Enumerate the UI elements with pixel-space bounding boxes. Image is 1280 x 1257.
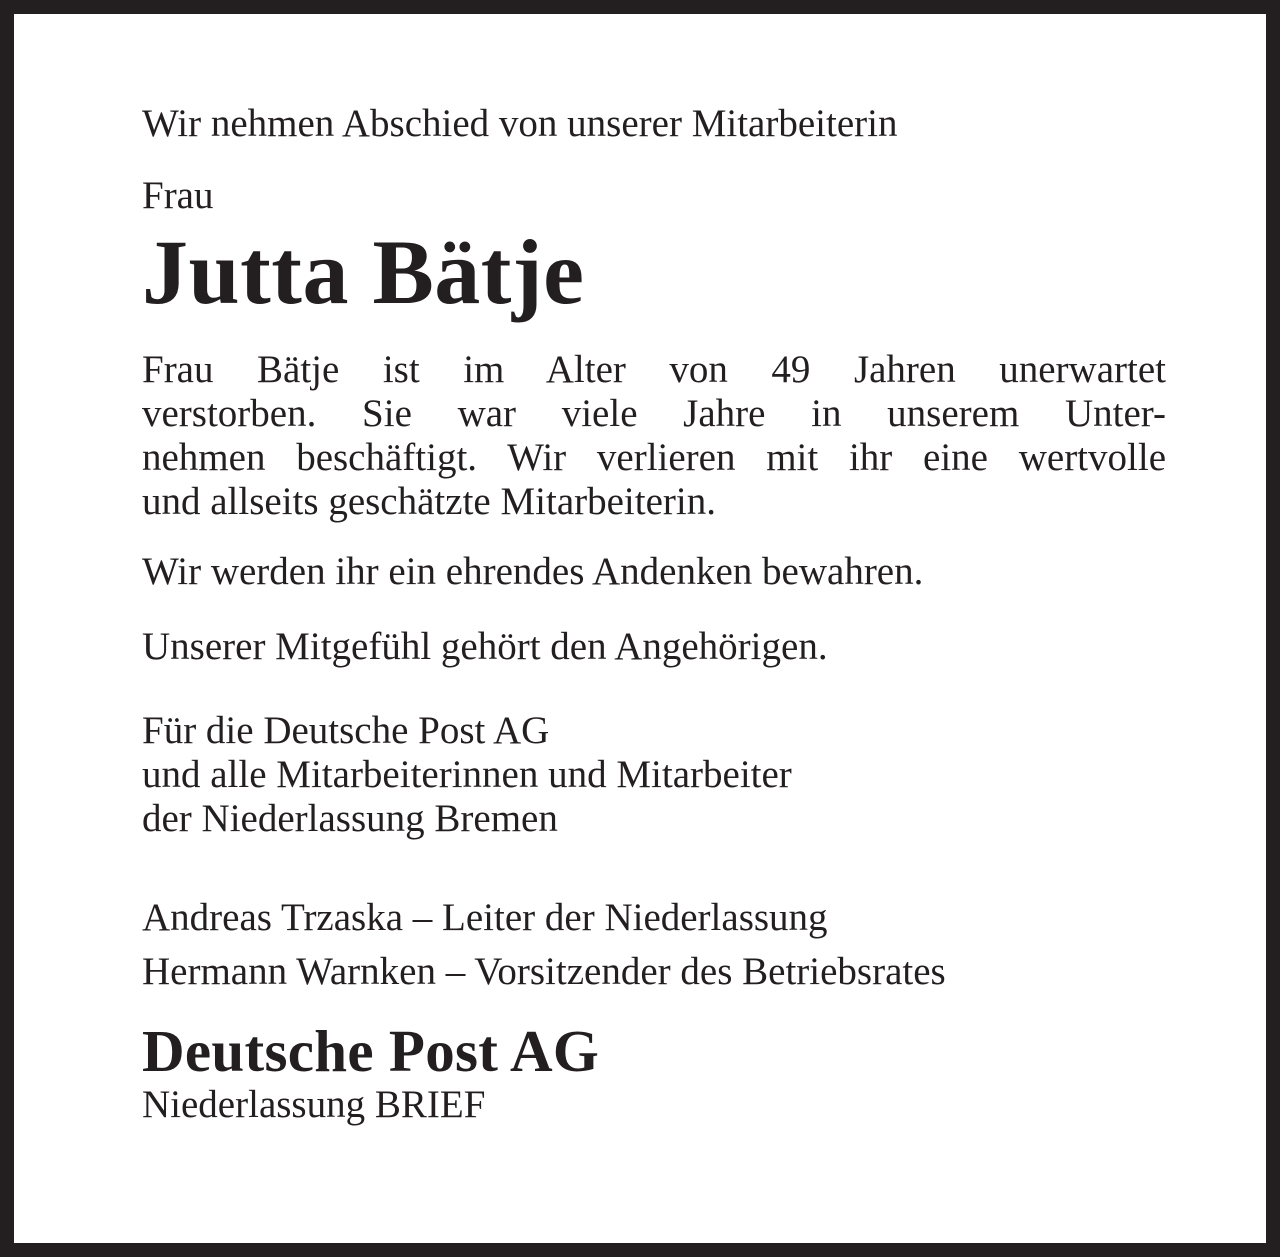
company-line: der Niederlassung Bremen xyxy=(142,797,558,840)
company-line: Für die Deutsche Post AG xyxy=(142,709,550,752)
notice-content xyxy=(142,102,1166,1127)
company-unit: Niederlassung BRIEF xyxy=(142,1083,486,1126)
company-name: Deutsche Post AG xyxy=(142,1018,600,1084)
sympathy-line: Unserer Mitgefühl gehört den Angehörigen. xyxy=(142,625,828,668)
body-line: nehmen beschäftigt. Wir verlieren mit ihr eine wertvolle xyxy=(142,436,1166,479)
salutation: Frau xyxy=(142,174,214,217)
body-line: und allseits geschätzte Mitarbeiterin. xyxy=(142,480,716,523)
signatories xyxy=(142,891,1166,999)
body-line: verstorben. Sie war viele Jahre in unserem Unter- xyxy=(142,392,1166,435)
deceased-name: Jutta Bätje xyxy=(142,221,585,323)
body-line: Frau Bätje ist im Alter von 49 Jahren unerwartet xyxy=(142,348,1166,391)
company-block xyxy=(142,709,1166,841)
signatory-line: Andreas Trzaska – Leiter der Niederlassung xyxy=(142,896,828,939)
memory-line: Wir werden ihr ein ehrendes Andenken bewahren. xyxy=(142,550,924,593)
intro-line: Wir nehmen Abschied von unserer Mitarbeiterin xyxy=(142,102,898,145)
obituary-body xyxy=(142,348,1166,524)
company-line: und alle Mitarbeiterinnen und Mitarbeiter xyxy=(142,753,792,796)
signatory-line: Hermann Warnken – Vorsitzender des Betriebsrates xyxy=(142,950,946,993)
